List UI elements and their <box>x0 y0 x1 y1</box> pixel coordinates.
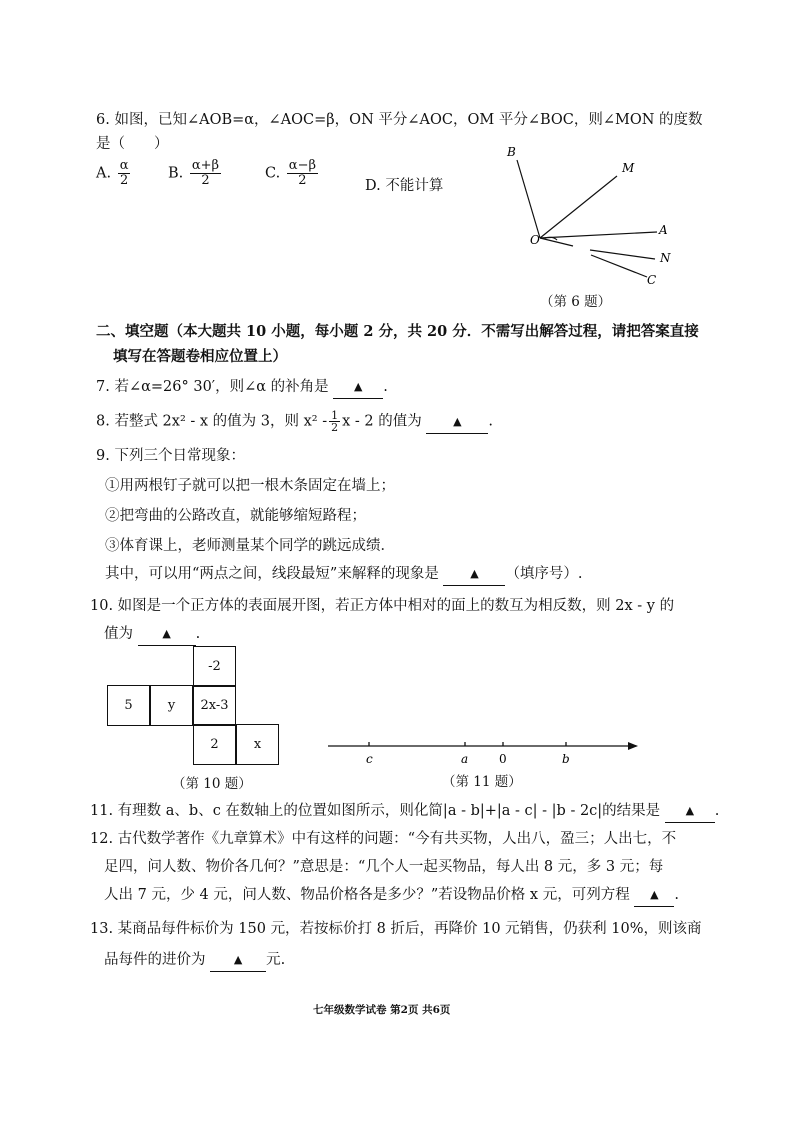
net-cell-center: 2x-3 <box>193 685 236 726</box>
q9-question-end: （填序号）. <box>505 566 583 582</box>
answer-blank <box>333 377 383 399</box>
option-fraction <box>190 159 221 188</box>
fraction-denominator: 2 <box>119 173 129 188</box>
q7-text: 7. 若∠α=26° 30′，则∠α 的补角是 <box>96 379 329 395</box>
ray-on-part2 <box>590 250 655 259</box>
option-fraction <box>287 159 318 188</box>
page-footer: 七年级数学试卷 第2页 共6页 <box>313 1004 451 1016</box>
q6-option-b <box>168 159 223 188</box>
answer-blank <box>210 950 266 972</box>
q11-number-line <box>320 730 650 770</box>
answer-blank <box>443 564 505 586</box>
q13-text: 品每件的进价为 <box>104 952 206 968</box>
q6-stem-line2: 是（ ） <box>96 136 169 152</box>
option-text: 不能计算 <box>385 178 444 194</box>
q6-option-d <box>365 174 443 195</box>
answer-blank <box>634 885 674 907</box>
q10-stem-line1: 10. 如图是一个正方体的表面展开图，若正方体中相对的面上的数互为相反数，则 2x - y 的 <box>90 598 675 614</box>
label-c: C <box>647 273 657 287</box>
label-a: A <box>659 223 668 237</box>
option-fraction <box>118 159 131 188</box>
q12-line3 <box>104 885 679 907</box>
q8-text-mid: x - 2 的值为 <box>342 413 422 430</box>
label-o: O <box>530 233 540 247</box>
q13-line2 <box>104 950 285 972</box>
blank-mark-icon: ▲ <box>650 888 659 901</box>
q11 <box>90 801 719 823</box>
label-b: B <box>507 145 516 159</box>
q12-text: 人出 7 元，少 4 元，问人数、物品价格各是多少？”若设物品价格 x 元，可列方程 <box>104 887 630 903</box>
label-a: a <box>461 752 469 766</box>
q9-item-3: ③体育课上，老师测量某个同学的跳远成绩． <box>105 538 395 554</box>
option-letter: B. <box>168 165 184 182</box>
q10-stem-line2 <box>104 624 200 646</box>
option-letter: D. <box>365 178 381 194</box>
net-cell-left: 5 <box>107 685 150 726</box>
ray-om <box>540 176 617 238</box>
q9-stem: 9. 下列三个日常现象： <box>96 448 245 464</box>
q12-line1: 12. 古代数学著作《九章算术》中有这样的问题：“今有共买物，人出八，盈三；人出七，不 <box>90 831 677 847</box>
q13-end: 元. <box>266 952 286 968</box>
q8-text: 8. 若整式 2x² - x 的值为 3，则 x² - <box>96 413 328 430</box>
q6-figure-caption: （第 6 题） <box>540 294 612 310</box>
answer-blank <box>665 801 715 823</box>
q9-item-2: ②把弯曲的公路改直，就能够缩短路程； <box>105 508 366 524</box>
blank-mark-icon: ▲ <box>233 953 243 966</box>
net-cell-right: x <box>236 724 279 765</box>
fraction-numerator: α <box>119 158 129 173</box>
label-m: M <box>622 161 635 175</box>
q6-option-a <box>96 159 132 188</box>
ray-oc <box>591 255 647 277</box>
ray-oa <box>540 232 657 238</box>
label-n: N <box>660 251 671 265</box>
q12-line2: 足四，问人数、物价各几何？”意思是：“几个人一起买物品，每人出 8 元，多 3 元；每 <box>104 859 664 875</box>
section2-heading-line1: 二、填空题（本大题共 10 小题，每小题 2 分，共 20 分．不需写出解答过程，请把答案直接 <box>96 323 699 340</box>
q8 <box>96 410 493 434</box>
blank-mark-icon: ▲ <box>354 380 363 393</box>
q6-angle-figure <box>495 138 695 288</box>
q7 <box>96 377 388 399</box>
q9-question-text: 其中，可以用“两点之间，线段最短”来解释的现象是 <box>105 566 439 582</box>
q9-question <box>105 564 583 586</box>
q8-end: . <box>488 413 493 430</box>
answer-blank <box>138 624 196 646</box>
label-b: b <box>562 752 570 766</box>
q7-end: . <box>383 379 388 395</box>
net-cell-top: -2 <box>193 646 236 687</box>
q13-line1: 13. 某商品每件标价为 150 元，若按标价打 8 折后，再降价 10 元销售，仍获利 10%，则该商 <box>90 921 702 937</box>
q8-fraction <box>329 410 340 433</box>
ray-ob <box>517 160 540 238</box>
q11-text: 11. 有理数 a、b、c 在数轴上的位置如图所示，则化简|a - b|+|a - c| - |b - 2c|的结果是 <box>90 803 661 819</box>
blank-mark-icon: ▲ <box>162 627 171 640</box>
fraction-denominator: 2 <box>331 421 339 434</box>
fraction-denominator: 2 <box>298 173 307 188</box>
fraction-numerator: 1 <box>331 409 339 422</box>
blank-mark-icon: ▲ <box>453 414 462 428</box>
q10-end: . <box>195 626 201 642</box>
q11-figure-caption: （第 11 题） <box>442 774 522 790</box>
blank-mark-icon: ▲ <box>470 567 479 580</box>
q9-item-1: ①用两根钉子就可以把一根木条固定在墙上； <box>105 478 395 494</box>
net-cell-bottom: 2 <box>193 724 236 765</box>
axis-arrow-icon <box>628 742 638 750</box>
q10-figure-caption: （第 10 题） <box>172 776 252 792</box>
net-cell-mid-left: y <box>150 685 193 726</box>
q6-option-c <box>265 159 320 188</box>
option-letter: C. <box>265 165 281 182</box>
q12-end: . <box>674 887 679 903</box>
q11-end: . <box>714 803 720 819</box>
label-zero: 0 <box>499 752 507 766</box>
blank-mark-icon: ▲ <box>685 804 695 817</box>
fraction-numerator: α+β <box>191 158 220 173</box>
fraction-numerator: α−β <box>288 158 316 173</box>
q6-stem-line1: 6. 如图，已知∠AOB=α，∠AOC=β，ON 平分∠AOC，OM 平分∠BOC，则∠MON 的度数 <box>96 112 703 128</box>
option-letter: A. <box>96 165 112 182</box>
fraction-denominator: 2 <box>201 173 210 188</box>
answer-blank <box>426 412 488 434</box>
q10-text: 值为 <box>104 626 133 642</box>
label-c: c <box>366 752 373 766</box>
section2-heading-line2: 填写在答题卷相应位置上） <box>113 348 287 365</box>
